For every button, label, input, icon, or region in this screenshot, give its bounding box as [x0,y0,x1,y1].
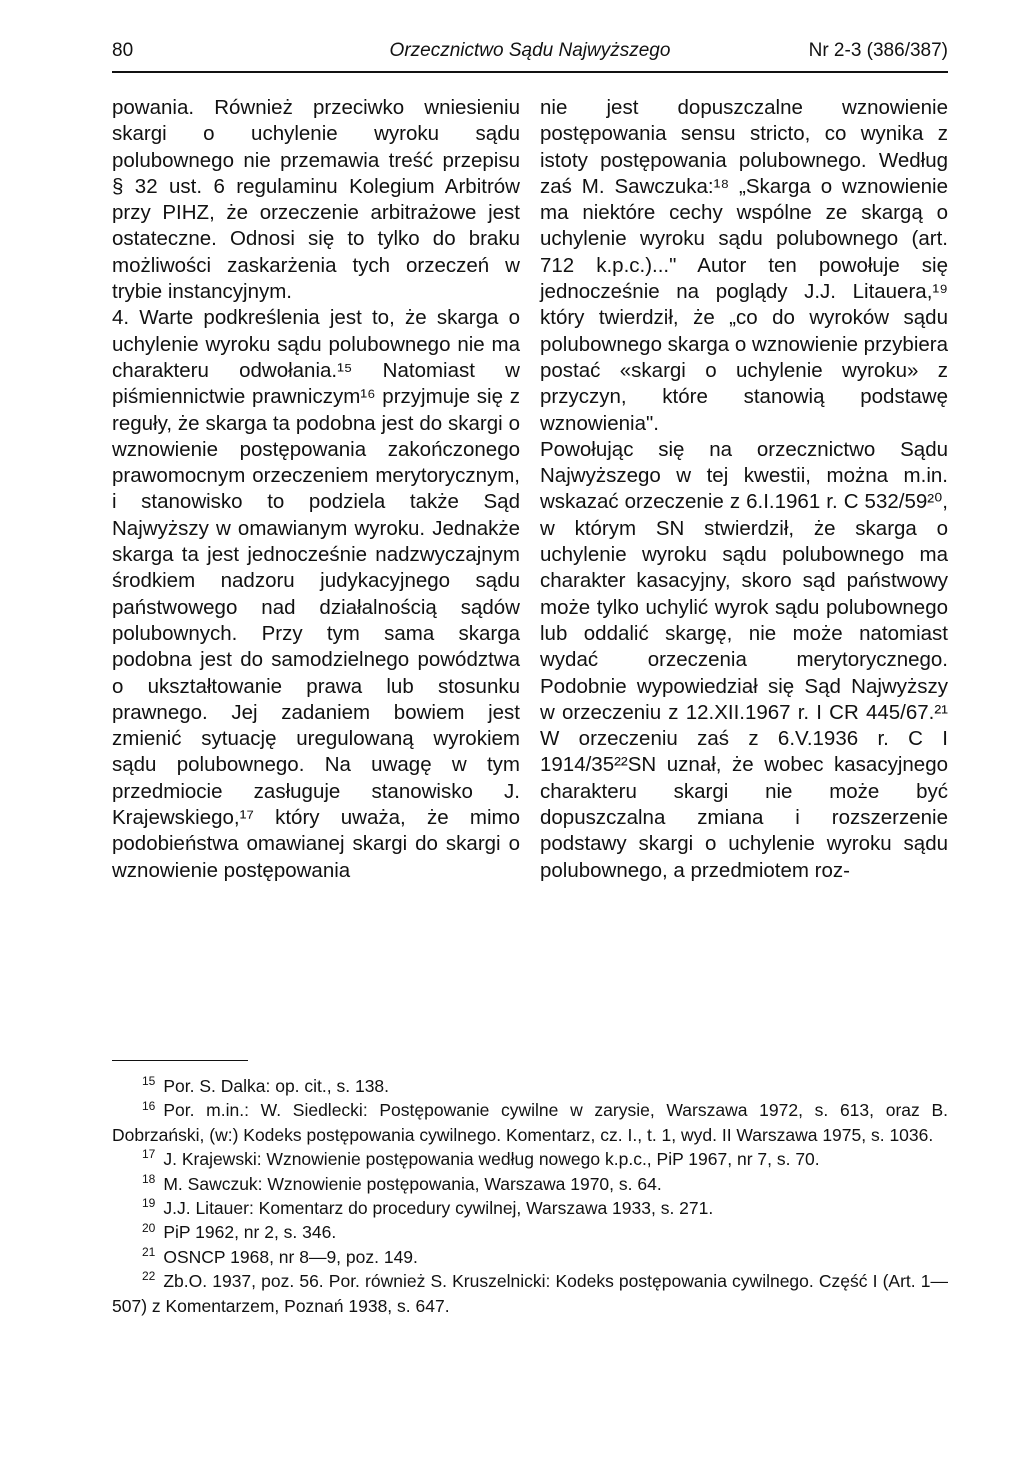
footnote-number: 19 [142,1196,156,1211]
footnote-number: 16 [142,1098,156,1113]
footnote-text: Zb.O. 1937, poz. 56. Por. również S. Kruszelnicki: Kodeks postępowania cywilnego. Część I (Art. 1—507) z Komentarzem, Poznań 1938, s. 647. [112,1271,948,1316]
footnote [112,1172,948,1196]
issue-number: Nr 2-3 (386/387) [808,40,948,61]
footnote-text: M. Sawczuk: Wznowienie postępowania, Warszawa 1970, s. 64. [163,1173,662,1194]
paragraph: Powołując się na orzecznictwo Sądu Najwyższego w tej kwestii, można m.in. wskazać orzeczenie z 6.I.1961 r. C 532/59²⁰, w którym SN stwierdził, że skarga o uchylenie wyroku sądu polubownego ma charakter kasacyjny, skoro sąd państwowy może tylko uchylić wyrok sądu polubownego lub oddalić skargę, nie może natomiast wydać orzeczenia merytorycznego. Podobnie wypowiedział się Sąd Najwyższy w orzeczeniu z 12.XII.1967 r. I CR 445/67.²¹ W orzeczeniu zaś z 6.V.1936 r. C I 1914/35²²SN uznał, że wobec kasacyjnego charakteru skargi nie może być dopuszczalna zmiana i rozszerzenie podstawy skargi o uchylenie wyroku sądu polubownego, a przedmiotem roz- [540,437,948,882]
footnote-text: Por. m.in.: W. Siedlecki: Postępowanie cywilne w zarysie, Warszawa 1972, s. 613, oraz B. Dobrzański, (w:) Kodeks postępowania cywilnego. Komentarz, cz. I., t. 1, wyd. II Warszawa 1975, s. 1036. [112,1100,948,1145]
footnote-number: 22 [142,1269,156,1284]
footnote [112,1245,948,1269]
footnote-number: 15 [142,1074,156,1089]
footnote [112,1220,948,1244]
footnote-text: J. Krajewski: Wznowienie postępowania według nowego k.p.c., PiP 1967, nr 7, s. 70. [163,1149,820,1170]
footnote-number: 17 [142,1147,156,1162]
paragraph: nie jest dopuszczalne wznowienie postępowania sensu stricto, co wynika z istoty postępowania polubownego. Według zaś M. Sawczuka:¹⁸ „Skarga o wznowienie ma niektóre cechy wspólne ze skargą o uchylenie wyroku sądu polubownego (art. 712 k.p.c.)..." Autor ten powołuje się jednocześnie na poglądy J.J. Litauera,¹⁹ który twierdził, że „co do wyroków sądu polubownego skarga o wznowienie przybiera postać «skargi o uchylenie wyroku» z przyczyn, które stanowią podstawę wznowienia". [540,96,948,435]
footnote [112,1196,948,1220]
footnotes [112,1074,948,1318]
footnote [112,1074,948,1098]
footnote-text: PiP 1962, nr 2, s. 346. [163,1222,337,1243]
journal-title: Orzecznictwo Sądu Najwyższego [389,40,671,61]
footnote-text: OSNCP 1968, nr 8—9, poz. 149. [163,1246,418,1267]
footnote-number: 21 [142,1245,156,1260]
footnote [112,1147,948,1171]
footnote [112,1098,948,1147]
page-number: 80 [112,40,134,61]
running-header [112,40,948,72]
paragraph: 4. Warte podkreślenia jest to, że skarga o uchylenie wyroku sądu polubownego nie ma charakteru odwołania.¹⁵ Natomiast w piśmiennictwie prawniczym¹⁶ przyjmuje się z reguły, że skarga ta podobna jest do skargi o wznowienie postępowania zakończonego prawomocnym orzeczeniem merytorycznym, i stanowisko to podziela także Sąd Najwyższy w omawianym wyroku. Jednakże skarga ta jest jednocześnie nadzwyczajnym środkiem nadzoru judykacyjnego sądu państwowego nad działalnością sądów polubownych. Przy tym sama skarga podobna jest do samodzielnego powództwa o ukształtowanie prawa lub stosunku prawnego. Jej zadaniem bowiem jest zmienić sytuację uregulowaną wyrokiem sądu polubownego. Na uwagę w tym przedmiocie zasługuje stanowisko J. Krajewskiego,¹⁷ który uważa, że mimo podobieństwa omawianej skargi do skargi o wznowienie postępowania [112,306,520,882]
right-column [540,95,948,884]
footnote-number: 20 [142,1220,156,1235]
left-column [112,95,520,884]
header-rule [112,71,948,73]
footnote-number: 18 [142,1171,156,1186]
paragraph: powania. Również przeciwko wniesieniu skargi o uchylenie wyroku sądu polubownego nie przemawia treść przepisu § 32 ust. 6 regulaminu Kolegium Arbitrów przy PIHZ, że orzeczenie arbitrażowe jest ostateczne. Odnosi się to tylko do braku możliwości zaskarżenia tych orzeczeń w trybie instancyjnym. [112,96,520,304]
footnote [112,1269,948,1318]
footnote-text: Por. S. Dalka: op. cit., s. 138. [163,1076,390,1096]
footnote-text: J.J. Litauer: Komentarz do procedury cywilnej, Warszawa 1933, s. 271. [163,1198,714,1219]
footnote-separator [112,1060,248,1061]
